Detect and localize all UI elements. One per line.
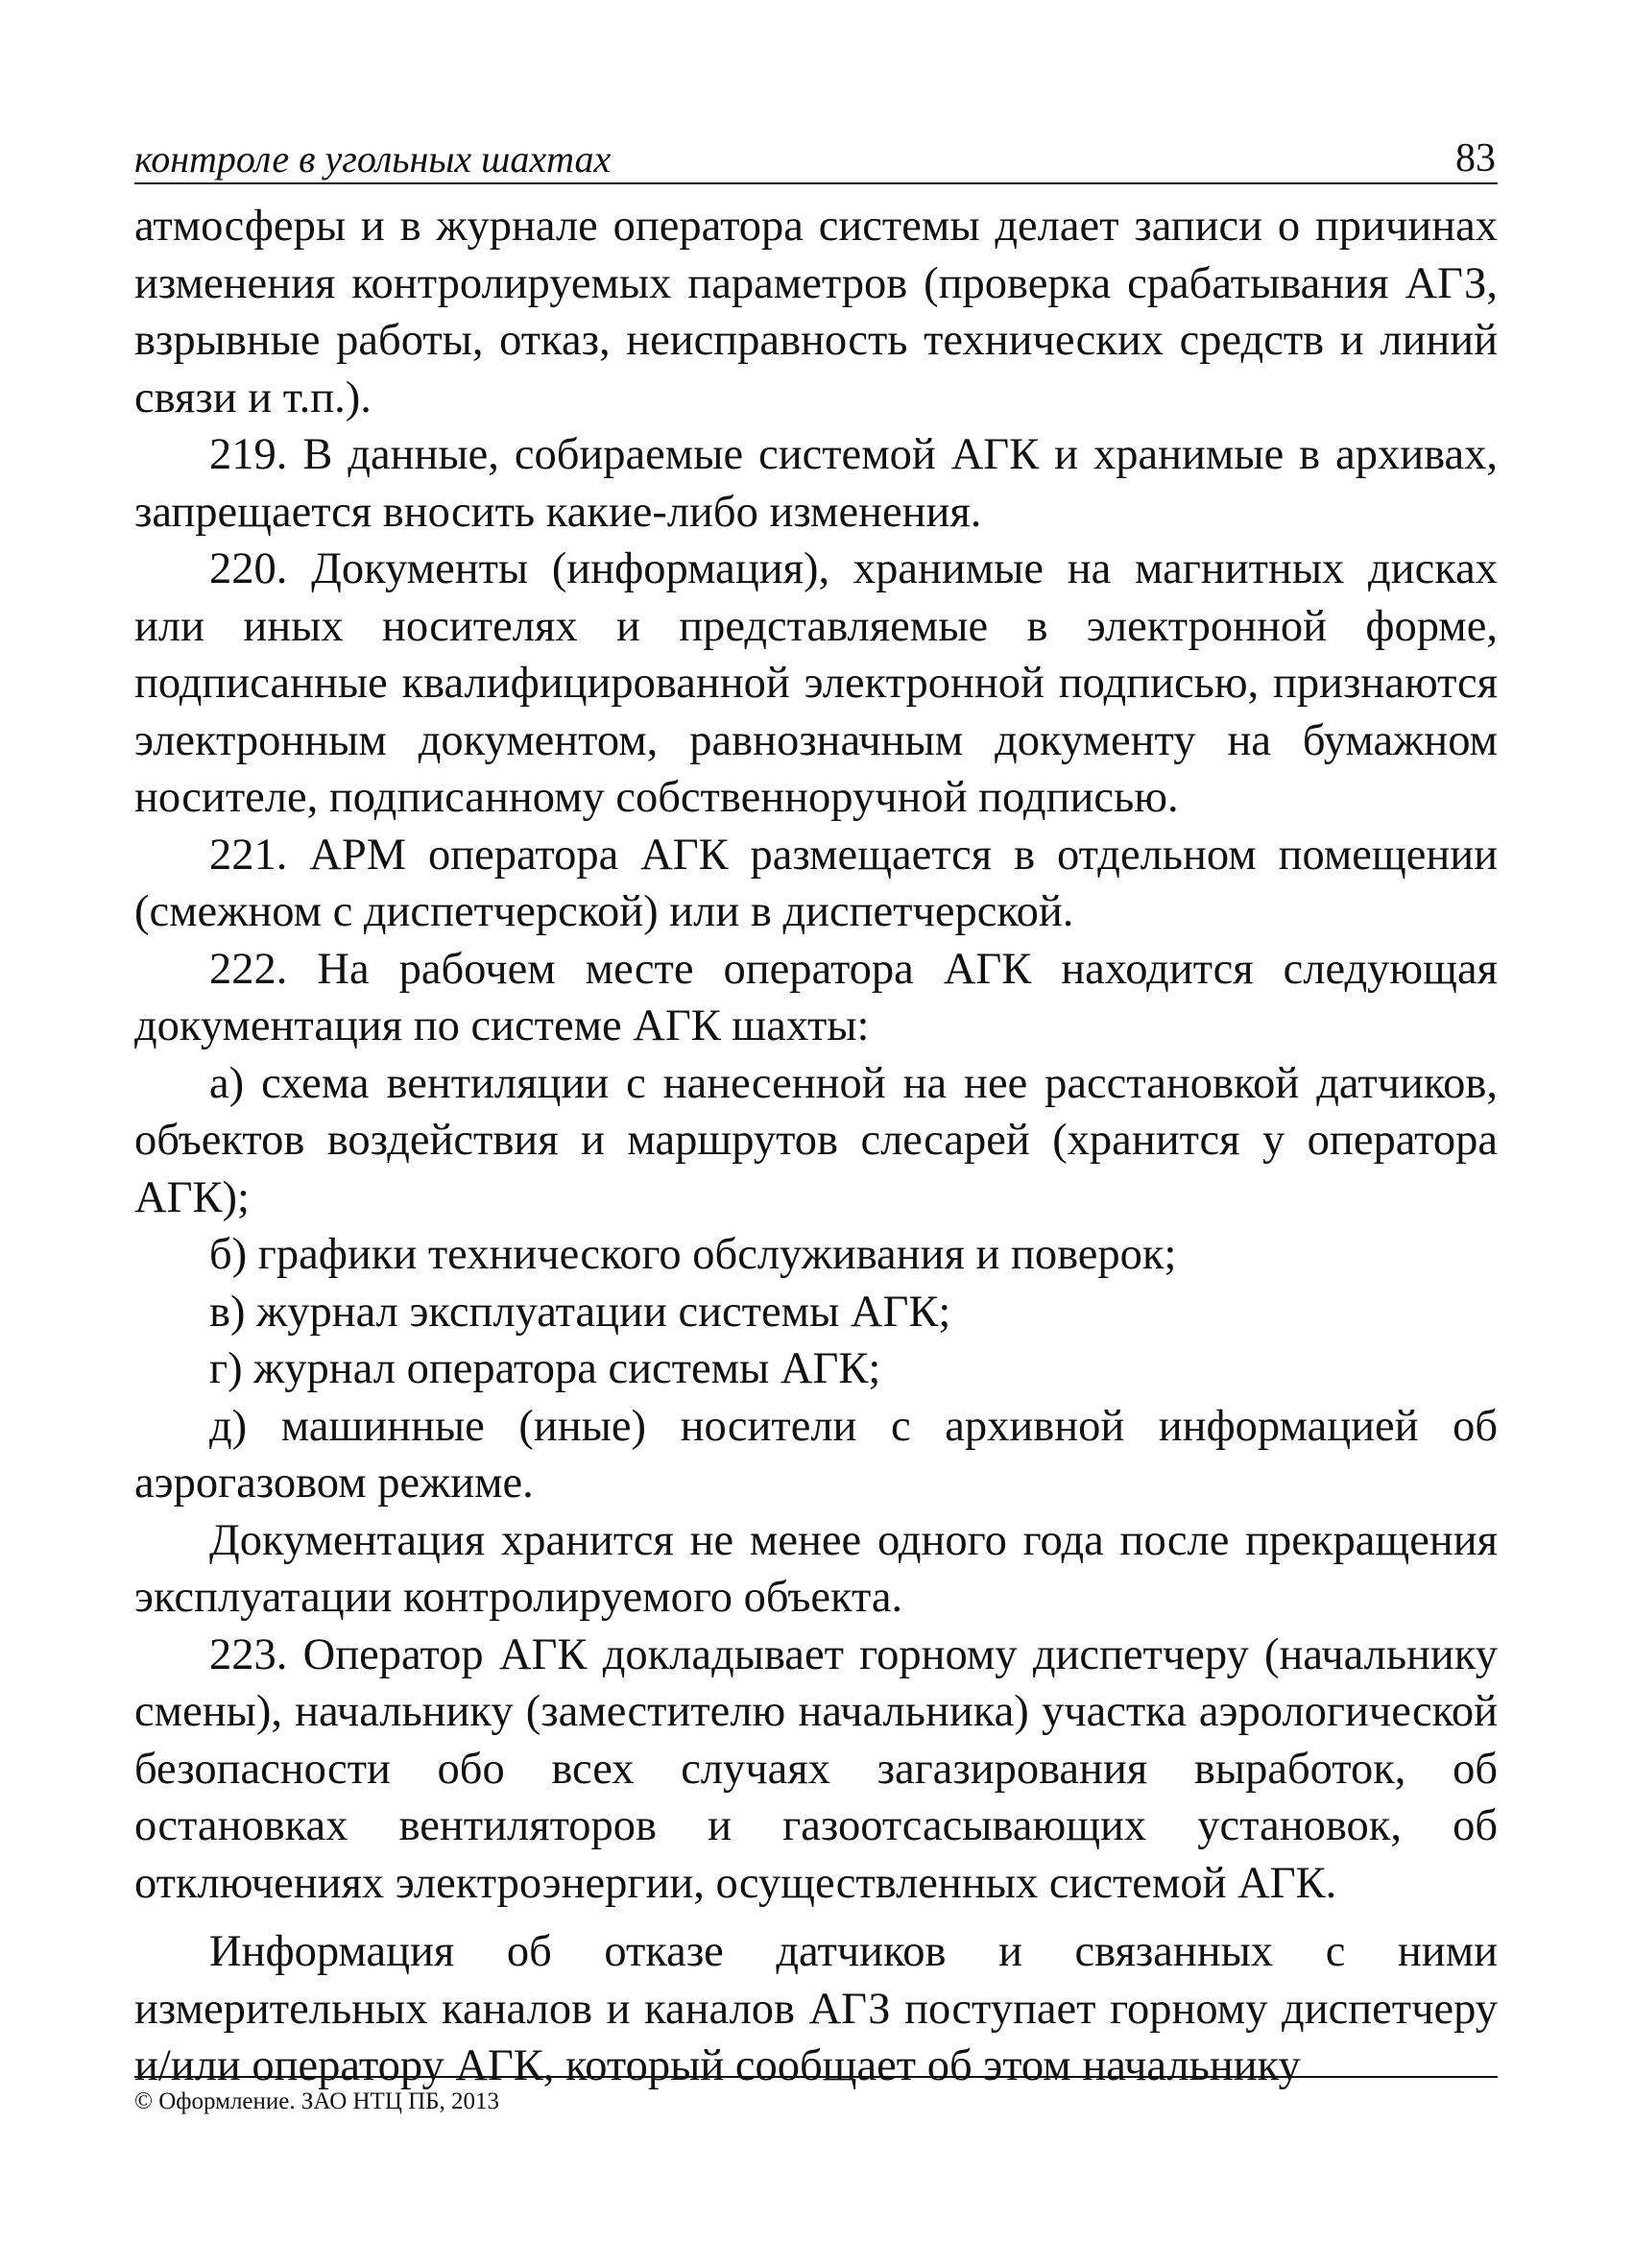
body-text bbox=[134, 198, 1498, 2095]
list-item-a: а) схема вентиляции с нанесенной на нее расстановкой датчиков, объектов воздействия и маршрутов слесарей (хранится у оператора АГК); bbox=[134, 1058, 1498, 1222]
page-number: 83 bbox=[1455, 136, 1496, 181]
paragraph-220: 220. Документы (информация), хранимые на магнитных дисках или иных носителях и представляемые в электронной форме, подписанные квалифицированной электронной подписью, признаются электронным документом, равнозначным документу на бумажном носителе, подписанному собственноручной подписью. bbox=[134, 544, 1498, 822]
paragraph-sensor-failure: Информация об отказе датчиков и связанных с ними измерительных каналов и каналов АГЗ поступает горному диспетчеру и/или оператору АГК, который сообщает об этом начальнику bbox=[134, 1927, 1498, 2090]
list-item-v: в) журнал эксплуатации системы АГК; bbox=[209, 1287, 951, 1337]
running-header bbox=[134, 123, 1498, 184]
running-title: контроле в угольных шахтах bbox=[134, 137, 612, 181]
list-item-b: б) графики технического обслуживания и поверок; bbox=[209, 1230, 1177, 1279]
list-item-g: г) журнал оператора системы АГК; bbox=[209, 1344, 881, 1393]
document-page bbox=[134, 123, 1498, 2095]
paragraph-219: 219. В данные, собираемые системой АГК и хранимые в архивах, запрещается вносить какие-либо изменения. bbox=[134, 430, 1498, 537]
list-item-d: д) машинные (иные) носители с архивной информацией об аэрогазовом режиме. bbox=[134, 1401, 1498, 1508]
paragraph-221: 221. АРМ оператора АГК размещается в отдельном помещении (смежном с диспетчерской) или в диспетчерской. bbox=[134, 830, 1498, 936]
paragraph-documentation-storage: Документация хранится не менее одного года после прекращения эксплуатации контролируемого объекта. bbox=[134, 1515, 1498, 1622]
page-footer bbox=[134, 2076, 1498, 2116]
paragraph-223: 223. Оператор АГК докладывает горному диспетчеру (начальнику смены), начальнику (заместителю начальника) участка аэрологической безопасности обо всех случаях загазирования выработок, об остановках вентиляторов и газоотсасывающих установок, об отключениях электроэнергии, осуществленных системой АГК. bbox=[134, 1629, 1498, 1908]
paragraph-continuation: атмосферы и в журнале оператора системы делает записи о причинах изменения контролируемых параметров (проверка срабатывания АГЗ, взрывные работы, отказ, неисправность технических средств и линий связи и т.п.). bbox=[134, 202, 1498, 422]
copyright-notice: © Оформление. ЗАО НТЦ ПБ, 2013 bbox=[134, 2088, 500, 2114]
paragraph-222: 222. На рабочем месте оператора АГК находится следующая документация по системе АГК шахты: bbox=[134, 944, 1498, 1050]
